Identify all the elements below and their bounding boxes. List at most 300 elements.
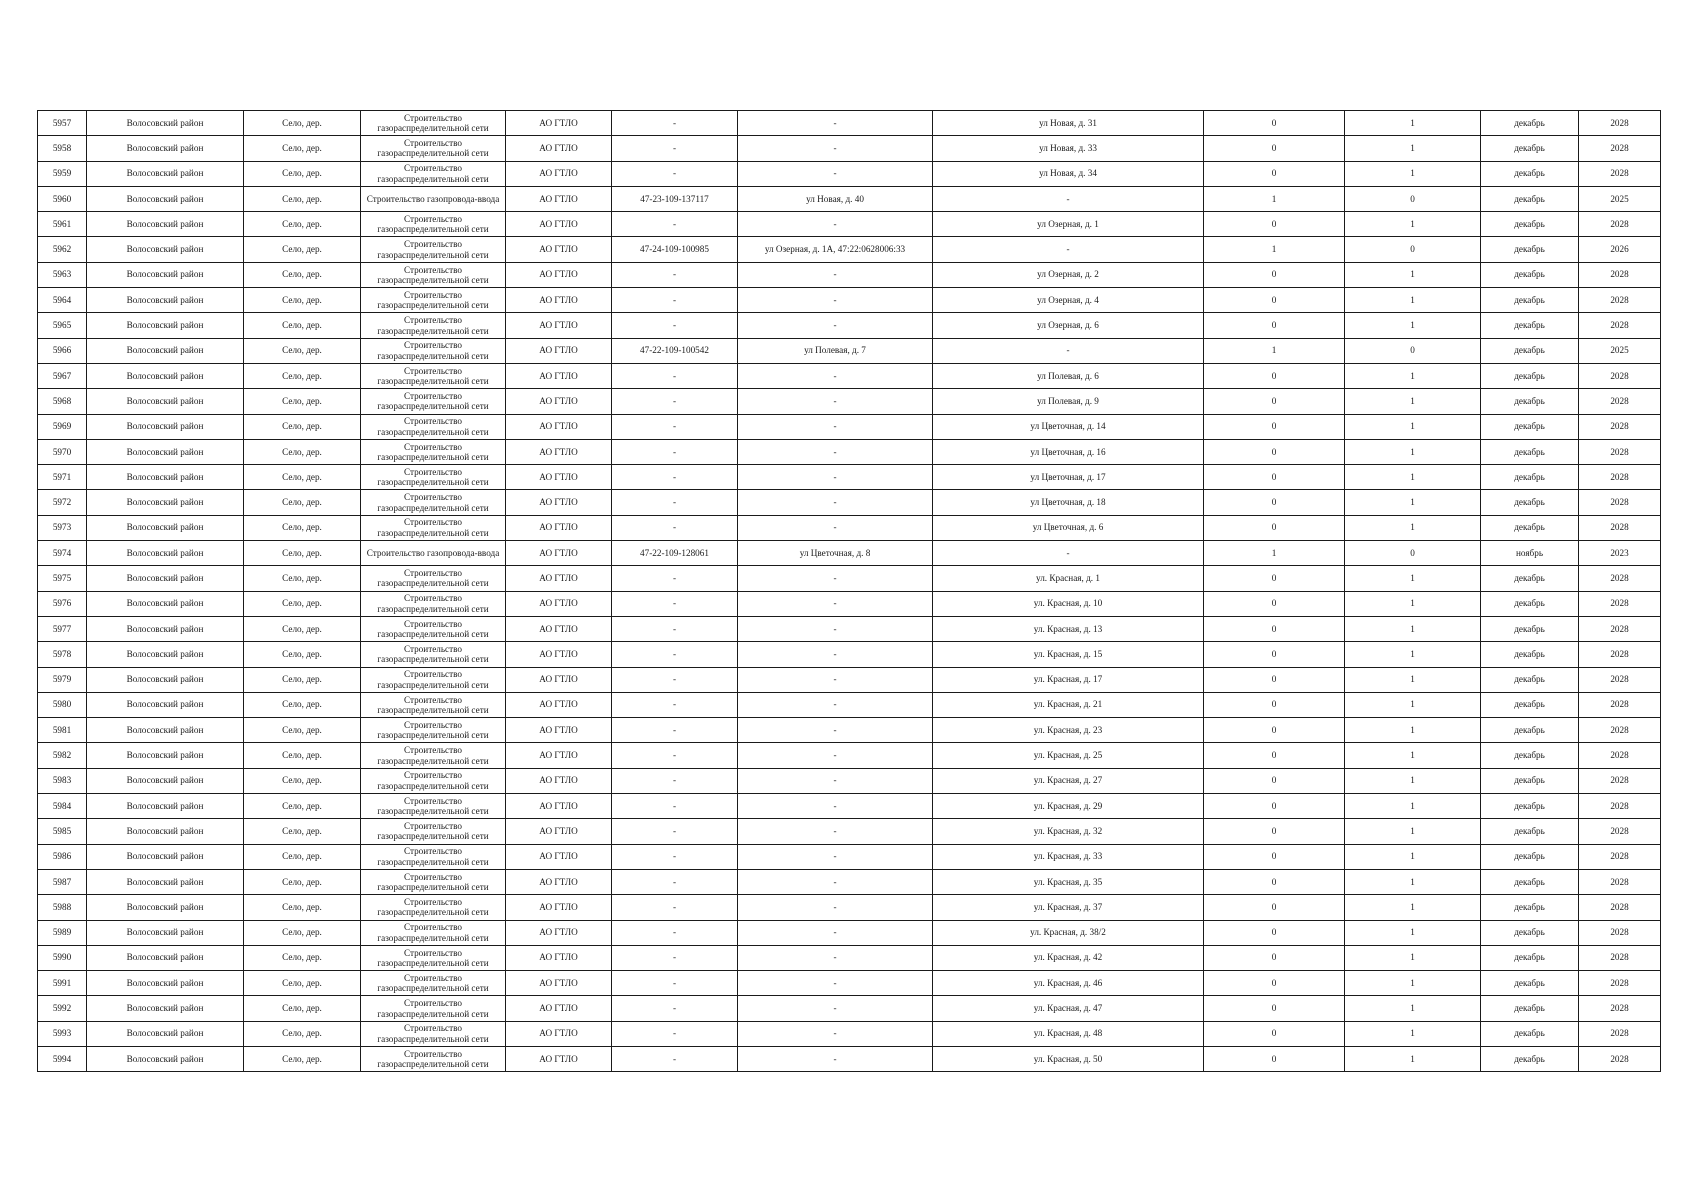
cell-address-network: ул. Красная, д. 32 [933, 819, 1204, 844]
cell-organization: АО ГТЛО [506, 111, 612, 136]
cell-application-number: - [612, 971, 738, 996]
cell-count-connection: 0 [1204, 414, 1345, 439]
cell-work-type: Строительство газораспределительной сети [361, 996, 506, 1021]
cell-organization: АО ГТЛО [506, 490, 612, 515]
cell-work-type: Строительство газораспределительной сети [361, 869, 506, 894]
cell-work-type: Строительство газораспределительной сети [361, 111, 506, 136]
cell-address-network: ул Полевая, д. 9 [933, 389, 1204, 414]
cell-work-type: Строительство газораспределительной сети [361, 414, 506, 439]
cell-work-type: Строительство газораспределительной сети [361, 465, 506, 490]
cell-count-network: 1 [1345, 895, 1481, 920]
cell-row-number: 5988 [38, 895, 87, 920]
cell-district: Волосовский район [87, 313, 244, 338]
table-row [38, 363, 1661, 388]
cell-address-network: ул Цветочная, д. 17 [933, 465, 1204, 490]
cell-settlement-type: Село, дер. [244, 566, 361, 591]
cell-organization: АО ГТЛО [506, 313, 612, 338]
cell-month: декабрь [1481, 667, 1579, 692]
cell-row-number: 5963 [38, 262, 87, 287]
cell-district: Волосовский район [87, 288, 244, 313]
cell-month: декабрь [1481, 465, 1579, 490]
cell-count-connection: 0 [1204, 667, 1345, 692]
cell-organization: АО ГТЛО [506, 920, 612, 945]
cell-district: Волосовский район [87, 1021, 244, 1046]
cell-count-network: 1 [1345, 566, 1481, 591]
table-row [38, 161, 1661, 186]
cell-month: декабрь [1481, 161, 1579, 186]
table-row [38, 819, 1661, 844]
cell-work-type: Строительство газораспределительной сети [361, 1046, 506, 1071]
cell-address-network: ул. Красная, д. 21 [933, 692, 1204, 717]
data-table [37, 110, 1661, 1072]
cell-address-connection: ул Озерная, д. 1А, 47:22:0628006:33 [738, 237, 933, 262]
cell-application-number: - [612, 212, 738, 237]
cell-month: ноябрь [1481, 541, 1579, 566]
cell-application-number: - [612, 591, 738, 616]
cell-row-number: 5966 [38, 338, 87, 363]
cell-address-connection: - [738, 566, 933, 591]
cell-year: 2028 [1579, 844, 1661, 869]
cell-year: 2028 [1579, 718, 1661, 743]
cell-address-connection: - [738, 692, 933, 717]
cell-count-network: 1 [1345, 667, 1481, 692]
cell-count-network: 1 [1345, 490, 1481, 515]
cell-count-connection: 0 [1204, 566, 1345, 591]
cell-address-connection: - [738, 819, 933, 844]
cell-count-connection: 1 [1204, 237, 1345, 262]
cell-count-connection: 0 [1204, 945, 1345, 970]
cell-month: декабрь [1481, 996, 1579, 1021]
cell-address-connection: - [738, 996, 933, 1021]
cell-count-connection: 0 [1204, 363, 1345, 388]
cell-address-connection: - [738, 667, 933, 692]
cell-year: 2028 [1579, 692, 1661, 717]
cell-district: Волосовский район [87, 465, 244, 490]
cell-address-connection: - [738, 768, 933, 793]
cell-month: декабрь [1481, 313, 1579, 338]
cell-count-network: 1 [1345, 1046, 1481, 1071]
table-row [38, 136, 1661, 161]
cell-address-connection: - [738, 869, 933, 894]
cell-district: Волосовский район [87, 338, 244, 363]
cell-address-connection: - [738, 389, 933, 414]
cell-work-type: Строительство газораспределительной сети [361, 490, 506, 515]
cell-count-network: 1 [1345, 414, 1481, 439]
cell-count-connection: 0 [1204, 920, 1345, 945]
cell-settlement-type: Село, дер. [244, 541, 361, 566]
cell-count-network: 0 [1345, 338, 1481, 363]
table-row [38, 465, 1661, 490]
cell-year: 2028 [1579, 895, 1661, 920]
cell-month: декабрь [1481, 136, 1579, 161]
cell-row-number: 5965 [38, 313, 87, 338]
cell-month: декабрь [1481, 869, 1579, 894]
table-row [38, 794, 1661, 819]
cell-row-number: 5957 [38, 111, 87, 136]
cell-work-type: Строительство газораспределительной сети [361, 895, 506, 920]
cell-organization: АО ГТЛО [506, 794, 612, 819]
cell-count-connection: 0 [1204, 971, 1345, 996]
cell-count-network: 1 [1345, 945, 1481, 970]
table-row [38, 541, 1661, 566]
cell-organization: АО ГТЛО [506, 566, 612, 591]
cell-month: декабрь [1481, 920, 1579, 945]
cell-settlement-type: Село, дер. [244, 515, 361, 540]
cell-month: декабрь [1481, 971, 1579, 996]
cell-row-number: 5962 [38, 237, 87, 262]
cell-count-network: 1 [1345, 844, 1481, 869]
cell-address-connection: - [738, 490, 933, 515]
table-row [38, 945, 1661, 970]
cell-organization: АО ГТЛО [506, 515, 612, 540]
cell-application-number: - [612, 692, 738, 717]
cell-count-network: 1 [1345, 288, 1481, 313]
cell-row-number: 5984 [38, 794, 87, 819]
cell-application-number: 47-24-109-100985 [612, 237, 738, 262]
cell-count-network: 1 [1345, 869, 1481, 894]
cell-month: декабрь [1481, 439, 1579, 464]
cell-district: Волосовский район [87, 844, 244, 869]
cell-settlement-type: Село, дер. [244, 338, 361, 363]
cell-district: Волосовский район [87, 515, 244, 540]
cell-work-type: Строительство газораспределительной сети [361, 566, 506, 591]
cell-row-number: 5958 [38, 136, 87, 161]
cell-district: Волосовский район [87, 692, 244, 717]
cell-application-number: - [612, 111, 738, 136]
cell-address-network: ул Озерная, д. 6 [933, 313, 1204, 338]
table-row [38, 288, 1661, 313]
cell-row-number: 5979 [38, 667, 87, 692]
cell-count-network: 1 [1345, 718, 1481, 743]
cell-application-number: - [612, 667, 738, 692]
cell-address-network: ул Озерная, д. 1 [933, 212, 1204, 237]
cell-month: декабрь [1481, 844, 1579, 869]
cell-organization: АО ГТЛО [506, 186, 612, 211]
cell-district: Волосовский район [87, 389, 244, 414]
table-row [38, 313, 1661, 338]
cell-address-connection: - [738, 616, 933, 641]
cell-organization: АО ГТЛО [506, 465, 612, 490]
cell-district: Волосовский район [87, 111, 244, 136]
cell-count-connection: 0 [1204, 111, 1345, 136]
cell-work-type: Строительство газораспределительной сети [361, 642, 506, 667]
cell-year: 2028 [1579, 389, 1661, 414]
cell-settlement-type: Село, дер. [244, 945, 361, 970]
table-row [38, 186, 1661, 211]
cell-settlement-type: Село, дер. [244, 591, 361, 616]
table-row [38, 920, 1661, 945]
cell-district: Волосовский район [87, 439, 244, 464]
cell-count-network: 1 [1345, 819, 1481, 844]
cell-district: Волосовский район [87, 718, 244, 743]
cell-count-network: 1 [1345, 439, 1481, 464]
cell-application-number: - [612, 566, 738, 591]
cell-settlement-type: Село, дер. [244, 667, 361, 692]
cell-month: декабрь [1481, 743, 1579, 768]
cell-month: декабрь [1481, 490, 1579, 515]
cell-application-number: - [612, 920, 738, 945]
cell-count-network: 1 [1345, 692, 1481, 717]
cell-count-network: 1 [1345, 212, 1481, 237]
cell-month: декабрь [1481, 819, 1579, 844]
cell-count-network: 1 [1345, 389, 1481, 414]
cell-address-connection: - [738, 945, 933, 970]
cell-count-connection: 0 [1204, 819, 1345, 844]
cell-work-type: Строительство газораспределительной сети [361, 945, 506, 970]
cell-address-connection: - [738, 1046, 933, 1071]
table-row [38, 338, 1661, 363]
cell-settlement-type: Село, дер. [244, 819, 361, 844]
cell-month: декабрь [1481, 642, 1579, 667]
cell-organization: АО ГТЛО [506, 642, 612, 667]
cell-district: Волосовский район [87, 1046, 244, 1071]
cell-row-number: 5967 [38, 363, 87, 388]
cell-month: декабрь [1481, 768, 1579, 793]
cell-work-type: Строительство газораспределительной сети [361, 136, 506, 161]
cell-settlement-type: Село, дер. [244, 768, 361, 793]
cell-month: декабрь [1481, 566, 1579, 591]
cell-count-network: 1 [1345, 161, 1481, 186]
cell-address-network: ул Цветочная, д. 14 [933, 414, 1204, 439]
cell-year: 2028 [1579, 490, 1661, 515]
cell-row-number: 5980 [38, 692, 87, 717]
cell-district: Волосовский район [87, 490, 244, 515]
cell-work-type: Строительство газораспределительной сети [361, 591, 506, 616]
cell-settlement-type: Село, дер. [244, 490, 361, 515]
cell-address-connection: - [738, 718, 933, 743]
cell-month: декабрь [1481, 591, 1579, 616]
table-row [38, 642, 1661, 667]
cell-application-number: - [612, 515, 738, 540]
cell-work-type: Строительство газопровода-ввода [361, 541, 506, 566]
cell-count-network: 0 [1345, 237, 1481, 262]
cell-row-number: 5982 [38, 743, 87, 768]
cell-year: 2028 [1579, 111, 1661, 136]
cell-year: 2028 [1579, 515, 1661, 540]
cell-count-connection: 0 [1204, 212, 1345, 237]
cell-district: Волосовский район [87, 667, 244, 692]
cell-row-number: 5981 [38, 718, 87, 743]
cell-address-connection: ул Новая, д. 40 [738, 186, 933, 211]
cell-row-number: 5992 [38, 996, 87, 1021]
cell-count-network: 1 [1345, 515, 1481, 540]
table-row [38, 515, 1661, 540]
table-row [38, 996, 1661, 1021]
cell-year: 2028 [1579, 1046, 1661, 1071]
cell-work-type: Строительство газораспределительной сети [361, 794, 506, 819]
table-row [38, 971, 1661, 996]
cell-application-number: - [612, 262, 738, 287]
cell-row-number: 5990 [38, 945, 87, 970]
cell-application-number: - [612, 642, 738, 667]
cell-settlement-type: Село, дер. [244, 971, 361, 996]
cell-count-connection: 0 [1204, 996, 1345, 1021]
cell-year: 2028 [1579, 414, 1661, 439]
cell-application-number: - [612, 996, 738, 1021]
table-row [38, 591, 1661, 616]
cell-address-network: ул. Красная, д. 23 [933, 718, 1204, 743]
cell-row-number: 5976 [38, 591, 87, 616]
cell-work-type: Строительство газораспределительной сети [361, 971, 506, 996]
cell-year: 2028 [1579, 945, 1661, 970]
cell-address-connection: - [738, 111, 933, 136]
cell-address-connection: - [738, 1021, 933, 1046]
table-row [38, 895, 1661, 920]
cell-count-connection: 1 [1204, 338, 1345, 363]
cell-count-network: 1 [1345, 111, 1481, 136]
cell-address-network: ул Цветочная, д. 16 [933, 439, 1204, 464]
table-row [38, 237, 1661, 262]
cell-work-type: Строительство газораспределительной сети [361, 439, 506, 464]
cell-row-number: 5974 [38, 541, 87, 566]
cell-row-number: 5978 [38, 642, 87, 667]
cell-settlement-type: Село, дер. [244, 616, 361, 641]
cell-district: Волосовский район [87, 616, 244, 641]
cell-row-number: 5972 [38, 490, 87, 515]
cell-year: 2028 [1579, 642, 1661, 667]
cell-year: 2028 [1579, 971, 1661, 996]
table-row [38, 490, 1661, 515]
cell-month: декабрь [1481, 616, 1579, 641]
cell-organization: АО ГТЛО [506, 768, 612, 793]
cell-row-number: 5994 [38, 1046, 87, 1071]
cell-application-number: - [612, 895, 738, 920]
cell-month: декабрь [1481, 237, 1579, 262]
cell-address-connection: ул Полевая, д. 7 [738, 338, 933, 363]
cell-address-connection: - [738, 895, 933, 920]
cell-row-number: 5989 [38, 920, 87, 945]
cell-district: Волосовский район [87, 212, 244, 237]
cell-work-type: Строительство газораспределительной сети [361, 692, 506, 717]
cell-organization: АО ГТЛО [506, 439, 612, 464]
cell-address-network: ул. Красная, д. 27 [933, 768, 1204, 793]
cell-address-network: ул. Красная, д. 15 [933, 642, 1204, 667]
cell-organization: АО ГТЛО [506, 819, 612, 844]
cell-address-network: ул. Красная, д. 35 [933, 869, 1204, 894]
cell-address-connection: - [738, 136, 933, 161]
cell-district: Волосовский район [87, 262, 244, 287]
cell-address-network: ул Цветочная, д. 18 [933, 490, 1204, 515]
cell-work-type: Строительство газораспределительной сети [361, 212, 506, 237]
cell-settlement-type: Село, дер. [244, 642, 361, 667]
cell-organization: АО ГТЛО [506, 1046, 612, 1071]
cell-address-connection: - [738, 288, 933, 313]
cell-year: 2028 [1579, 869, 1661, 894]
cell-count-network: 1 [1345, 768, 1481, 793]
cell-address-network: ул. Красная, д. 1 [933, 566, 1204, 591]
cell-year: 2023 [1579, 541, 1661, 566]
cell-work-type: Строительство газопровода-ввода [361, 186, 506, 211]
cell-application-number: - [612, 313, 738, 338]
table-row [38, 743, 1661, 768]
cell-district: Волосовский район [87, 237, 244, 262]
cell-count-connection: 0 [1204, 869, 1345, 894]
cell-year: 2028 [1579, 136, 1661, 161]
cell-row-number: 5959 [38, 161, 87, 186]
cell-application-number: - [612, 945, 738, 970]
cell-address-network: ул Новая, д. 31 [933, 111, 1204, 136]
cell-address-connection: - [738, 212, 933, 237]
cell-work-type: Строительство газораспределительной сети [361, 743, 506, 768]
cell-organization: АО ГТЛО [506, 971, 612, 996]
cell-address-network: ул Озерная, д. 2 [933, 262, 1204, 287]
cell-settlement-type: Село, дер. [244, 212, 361, 237]
cell-count-connection: 0 [1204, 136, 1345, 161]
cell-month: декабрь [1481, 1021, 1579, 1046]
cell-district: Волосовский район [87, 591, 244, 616]
cell-address-connection: - [738, 642, 933, 667]
cell-settlement-type: Село, дер. [244, 869, 361, 894]
cell-work-type: Строительство газораспределительной сети [361, 768, 506, 793]
cell-count-connection: 0 [1204, 1046, 1345, 1071]
cell-count-connection: 0 [1204, 844, 1345, 869]
cell-month: декабрь [1481, 111, 1579, 136]
cell-count-network: 1 [1345, 591, 1481, 616]
cell-settlement-type: Село, дер. [244, 718, 361, 743]
cell-address-connection: - [738, 439, 933, 464]
cell-count-connection: 0 [1204, 794, 1345, 819]
cell-row-number: 5983 [38, 768, 87, 793]
cell-count-connection: 0 [1204, 515, 1345, 540]
cell-organization: АО ГТЛО [506, 692, 612, 717]
cell-address-connection: ул Цветочная, д. 8 [738, 541, 933, 566]
cell-month: декабрь [1481, 692, 1579, 717]
cell-address-network: ул. Красная, д. 38/2 [933, 920, 1204, 945]
cell-count-network: 1 [1345, 794, 1481, 819]
table-body [38, 111, 1661, 1072]
cell-work-type: Строительство газораспределительной сети [361, 237, 506, 262]
cell-month: декабрь [1481, 718, 1579, 743]
cell-district: Волосовский район [87, 642, 244, 667]
cell-application-number: - [612, 161, 738, 186]
cell-organization: АО ГТЛО [506, 414, 612, 439]
table-row [38, 718, 1661, 743]
cell-year: 2028 [1579, 591, 1661, 616]
cell-month: декабрь [1481, 212, 1579, 237]
cell-year: 2028 [1579, 743, 1661, 768]
cell-application-number: - [612, 718, 738, 743]
cell-row-number: 5975 [38, 566, 87, 591]
cell-settlement-type: Село, дер. [244, 111, 361, 136]
cell-row-number: 5968 [38, 389, 87, 414]
cell-month: декабрь [1481, 389, 1579, 414]
cell-application-number: - [612, 1021, 738, 1046]
cell-work-type: Строительство газораспределительной сети [361, 718, 506, 743]
cell-address-connection: - [738, 844, 933, 869]
table-row [38, 111, 1661, 136]
cell-month: декабрь [1481, 186, 1579, 211]
cell-count-network: 0 [1345, 541, 1481, 566]
table-row [38, 768, 1661, 793]
cell-row-number: 5969 [38, 414, 87, 439]
cell-count-network: 1 [1345, 616, 1481, 641]
cell-address-network: - [933, 541, 1204, 566]
cell-address-network: ул. Красная, д. 13 [933, 616, 1204, 641]
cell-year: 2025 [1579, 186, 1661, 211]
cell-address-connection: - [738, 515, 933, 540]
cell-organization: АО ГТЛО [506, 288, 612, 313]
table-row [38, 667, 1661, 692]
cell-address-network: ул Полевая, д. 6 [933, 363, 1204, 388]
cell-address-connection: - [738, 414, 933, 439]
cell-row-number: 5985 [38, 819, 87, 844]
cell-count-connection: 0 [1204, 288, 1345, 313]
cell-count-network: 1 [1345, 262, 1481, 287]
cell-row-number: 5993 [38, 1021, 87, 1046]
cell-year: 2028 [1579, 439, 1661, 464]
cell-application-number: - [612, 768, 738, 793]
cell-district: Волосовский район [87, 186, 244, 211]
